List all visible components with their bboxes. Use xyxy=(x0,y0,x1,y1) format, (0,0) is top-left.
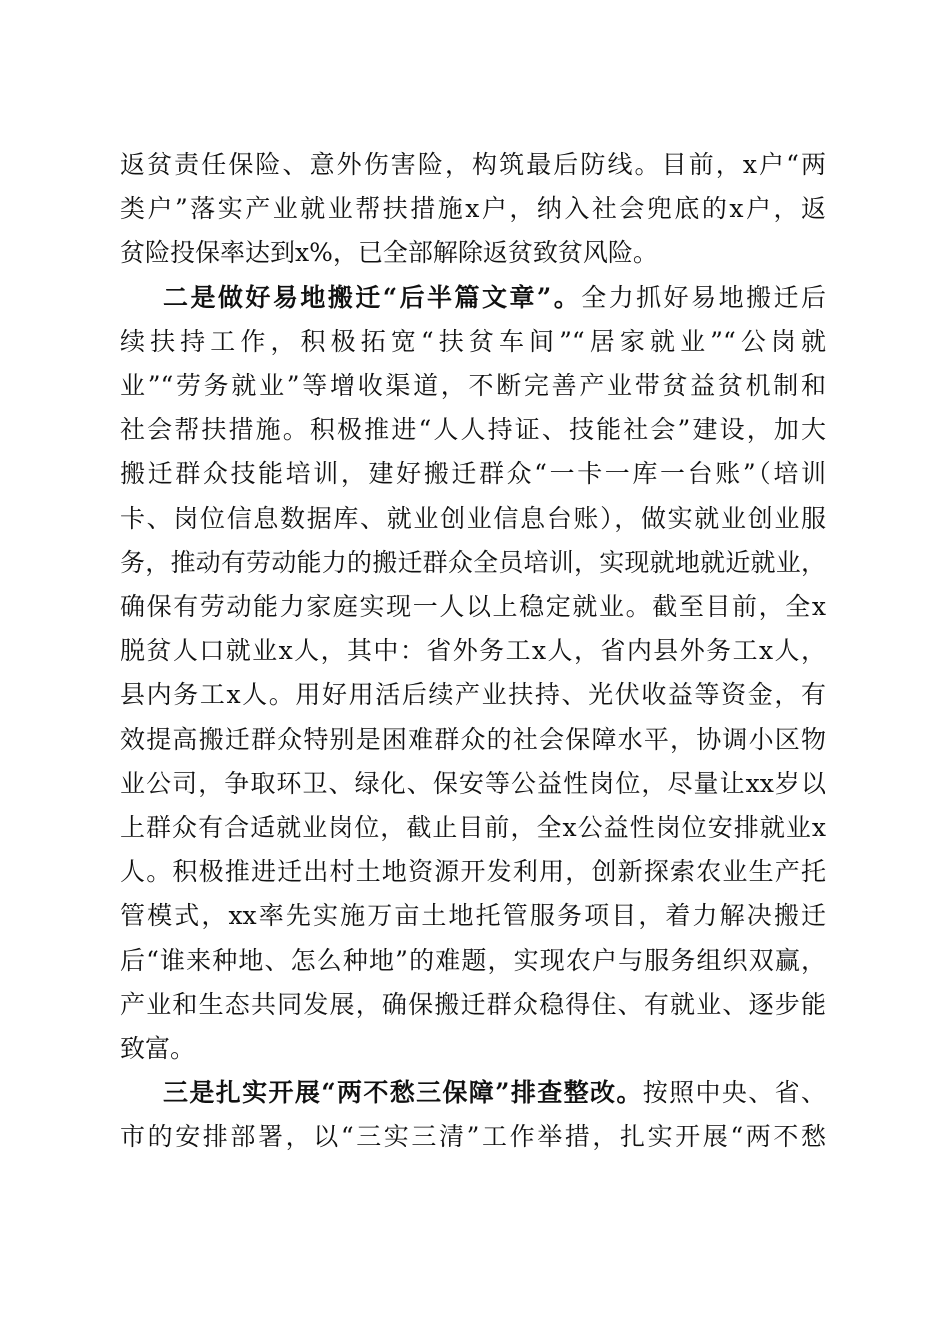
line-text: 人。积极推进迁出村土地资源开发利用，创新探索农业生产托 xyxy=(120,857,826,887)
text-line xyxy=(120,320,826,364)
line-text: 务，推动有劳动能力的搬迁群众全员培训，实现就地就近就业， xyxy=(120,547,826,577)
line-text: 市的安排部署，以“三实三清”工作举措，扎实开展“两不愁 xyxy=(120,1122,826,1152)
text-line xyxy=(120,231,826,275)
line-text: 效提高搬迁群众特别是困难群众的社会保障水平，协调小区物 xyxy=(120,724,826,754)
paragraph-heading: 三是扎实开展“两不愁三保障”排查整改。 xyxy=(163,1078,643,1108)
line-text: 贫险投保率达到x%，已全部解除返贫致贫风险。 xyxy=(120,238,658,268)
text-line xyxy=(120,1115,826,1159)
line-text: 确保有劳动能力家庭实现一人以上稳定就业。截至目前，全x xyxy=(120,592,826,621)
line-text: 业公司，争取环卫、绿化、保安等公益性岗位，尽量让xx岁以 xyxy=(120,768,826,798)
text-line xyxy=(120,894,826,938)
text-line xyxy=(120,1027,826,1071)
line-text: 业”“劳务就业”等增收渠道，不断完善产业带贫益贫机制和 xyxy=(120,371,826,400)
text-line xyxy=(120,806,826,850)
line-text: 后“谁来种地、怎么种地”的难题，实现农户与服务组织双赢， xyxy=(120,945,826,975)
text-line xyxy=(120,364,826,408)
text-line xyxy=(120,143,826,187)
line-text: 产业和生态共同发展，确保搬迁群众稳得住、有就业、逐步能 xyxy=(120,989,826,1019)
line-text: 县内务工x人。用好用活后续产业扶持、光伏收益等资金，有 xyxy=(120,680,826,710)
text-line xyxy=(120,541,826,585)
text-line xyxy=(120,452,826,496)
text-line xyxy=(163,1071,826,1115)
line-text: 按照中央、省、 xyxy=(642,1078,826,1108)
line-text: 管模式，xx率先实施万亩土地托管服务项目，着力解决搬迁 xyxy=(120,901,826,931)
text-line xyxy=(120,187,826,231)
line-text: 社会帮扶措施。积极推进“人人持证、技能社会”建设，加大 xyxy=(120,415,826,445)
text-line xyxy=(120,983,826,1027)
line-text: 脱贫人口就业x人，其中：省外务工x人，省内县外务工x人， xyxy=(120,636,826,666)
text-line xyxy=(120,629,826,673)
line-text: 全力抓好易地搬迁后 xyxy=(581,282,826,312)
text-line xyxy=(120,673,826,717)
line-text: 卡、岗位信息数据库、就业创业信息台账），做实就业创业服 xyxy=(120,503,826,533)
line-text: 类户”落实产业就业帮扶措施x户，纳入社会兜底的x户，返 xyxy=(120,194,826,224)
text-line xyxy=(163,276,826,320)
text-line xyxy=(120,850,826,894)
line-text: 续扶持工作，积极拓宽“扶贫车间”“居家就业”“公岗就 xyxy=(120,326,826,356)
text-line xyxy=(120,408,826,452)
line-text: 返贫责任保险、意外伤害险，构筑最后防线。目前，x户“两 xyxy=(120,150,826,179)
text-line xyxy=(120,762,826,806)
text-line xyxy=(120,497,826,541)
text-line xyxy=(120,585,826,629)
paragraph-heading: 二是做好易地搬迁“后半篇文章”。 xyxy=(163,282,582,312)
line-text: 上群众有合适就业岗位，截止目前，全x公益性岗位安排就业x xyxy=(120,813,826,842)
text-line xyxy=(120,718,826,762)
line-text: 致富。 xyxy=(120,1034,196,1063)
text-line xyxy=(120,939,826,983)
line-text: 搬迁群众技能培训，建好搬迁群众“一卡一库一台账”（培训 xyxy=(120,459,826,489)
